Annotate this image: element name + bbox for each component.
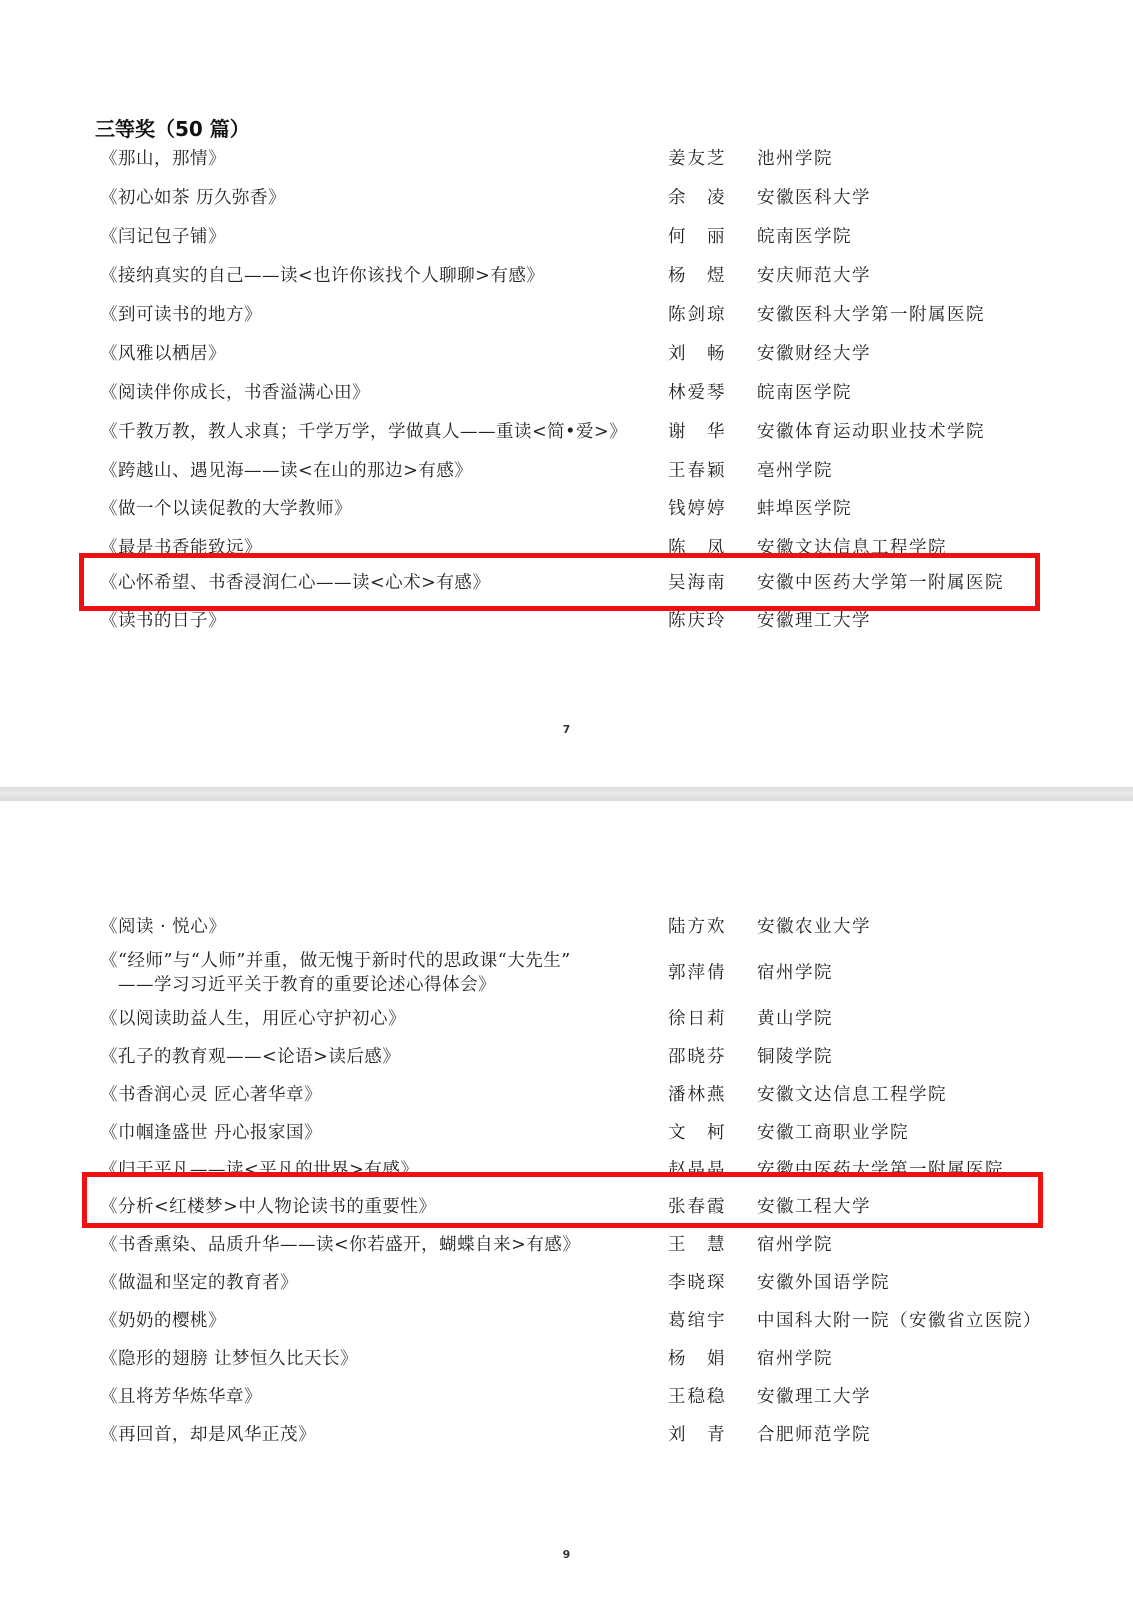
highlight-box [82,1172,1043,1228]
entry-organization: 安徽工商职业学院 [757,1123,909,1143]
entry-author: 杨 煜 [668,266,727,286]
entry-title: 《书香熏染、品质升华——读<你若盛开，蝴蝶自来>有感》 [100,1235,581,1255]
entry-organization: 宿州学院 [757,963,833,983]
entry-organization: 合肥师范学院 [757,1425,871,1445]
entry-author: 陈 凤 [668,538,727,558]
entry-title: 《巾帼逢盛世 丹心报家国》 [100,1123,323,1143]
entry-organization: 宿州学院 [757,1349,833,1369]
entry-author: 吴海南 [668,573,727,593]
entry-author: 林爱琴 [668,383,727,403]
entry-author: 葛绾宇 [668,1311,727,1331]
entry-organization: 蚌埠医学院 [757,499,852,519]
entry-title: 《最是书香能致远》 [100,538,262,558]
entry-organization: 宿州学院 [757,1235,833,1255]
entry-author: 余 凌 [668,188,727,208]
entry-organization: 安徽理工大学 [757,611,871,631]
entry-organization: 安徽医科大学第一附属医院 [757,305,985,325]
entry-organization: 安徽文达信息工程学院 [757,538,947,558]
entry-title: 《到可读书的地方》 [100,305,262,325]
entry-organization: 安徽外国语学院 [757,1273,890,1293]
entry-title [100,949,571,997]
entry-title: 《归于平凡——读<平凡的世界>有感》 [100,1160,419,1180]
entry-title: 《风雅以栖居》 [100,344,226,364]
entry-author: 李晓琛 [668,1273,727,1293]
entry-author: 陆方欢 [668,917,727,937]
entry-author: 刘 青 [668,1425,727,1445]
entry-author: 刘 畅 [668,344,727,364]
page-separator [0,787,1133,801]
entry-title: 《孔子的教育观——<论语>读后感》 [100,1047,401,1067]
entry-author: 文 柯 [668,1123,727,1143]
entry-author: 王春颖 [668,461,727,481]
entry-organization: 安徽农业大学 [757,917,871,937]
document-page-7 [0,0,1133,787]
entry-title: 《做温和坚定的教育者》 [100,1273,298,1293]
entry-author: 杨 娟 [668,1349,727,1369]
entry-author: 徐日莉 [668,1009,727,1029]
entry-title: 《书香润心灵 匠心著华章》 [100,1085,323,1105]
entry-title: 《分析<红楼梦>中人物论读书的重要性》 [100,1197,437,1217]
entry-organization: 安徽工程大学 [757,1197,871,1217]
section-heading-third-prize: 三等奖（50 篇） [95,117,250,141]
entry-organization: 皖南医学院 [757,227,852,247]
entry-title: 《千教万教，教人求真；千学万学，学做真人——重读<简•爱>》 [100,422,628,442]
entry-organization: 中国科大附一院（安徽省立医院） [757,1311,1042,1331]
page-number: 9 [562,1548,571,1561]
entry-title: 《奶奶的樱桃》 [100,1311,226,1331]
entry-organization: 安徽文达信息工程学院 [757,1085,947,1105]
entry-organization: 安庆师范大学 [757,266,871,286]
entry-author: 何 丽 [668,227,727,247]
entry-organization: 安徽体育运动职业技术学院 [757,422,985,442]
entry-title: 《初心如茶 历久弥香》 [100,188,287,208]
entry-author: 王 慧 [668,1235,727,1255]
entry-author: 潘林燕 [668,1085,727,1105]
entry-organization: 皖南医学院 [757,383,852,403]
entry-title: 《接纳真实的自己——读<也许你该找个人聊聊>有感》 [100,266,545,286]
entry-author: 王稳稳 [668,1387,727,1407]
entry-author: 陈庆玲 [668,611,727,631]
document-page-9 [0,801,1133,1600]
entry-organization: 亳州学院 [757,461,833,481]
highlight-box [79,553,1040,611]
entry-title: 《再回首，却是风华正茂》 [100,1425,316,1445]
entry-author: 姜友芝 [668,149,727,169]
entry-organization: 安徽财经大学 [757,344,871,364]
entry-organization: 黄山学院 [757,1009,833,1029]
entry-organization: 安徽医科大学 [757,188,871,208]
entry-author: 赵晶晶 [668,1160,727,1180]
entry-title: 《做一个以读促教的大学教师》 [100,499,352,519]
entry-author: 邵晓芬 [668,1047,727,1067]
entry-title: 《阅读 · 悦心》 [100,917,227,937]
entry-author: 陈剑琼 [668,305,727,325]
entry-title-line-2: ——学习习近平关于教育的重要论述心得体会》 [118,975,496,995]
entry-title: 《那山，那情》 [100,149,226,169]
entry-title: 《且将芳华炼华章》 [100,1387,262,1407]
entry-organization: 安徽中医药大学第一附属医院 [757,573,1004,593]
entry-organization: 池州学院 [757,149,833,169]
entry-title: 《隐形的翅膀 让梦恒久比天长》 [100,1349,359,1369]
entry-author: 钱婷婷 [668,499,727,519]
entry-title: 《闫记包子铺》 [100,227,226,247]
entry-author: 郭萍倩 [668,963,727,983]
entry-author: 张春霞 [668,1197,727,1217]
entry-title: 《阅读伴你成长，书香溢满心田》 [100,383,370,403]
page-number: 7 [562,723,571,736]
entry-title: 《读书的日子》 [100,611,226,631]
entry-author: 谢 华 [668,422,727,442]
entry-title-line-1: 《“经师”与“人师”并重，做无愧于新时代的思政课“大先生” [100,951,571,971]
entry-title: 《心怀希望、书香浸润仁心——读<心术>有感》 [100,573,491,593]
entry-organization: 铜陵学院 [757,1047,833,1067]
entry-title: 《以阅读助益人生，用匠心守护初心》 [100,1009,406,1029]
entry-title: 《跨越山、遇见海——读<在山的那边>有感》 [100,461,473,481]
entry-organization: 安徽理工大学 [757,1387,871,1407]
entry-organization: 安徽中医药大学第一附属医院 [757,1160,1004,1180]
